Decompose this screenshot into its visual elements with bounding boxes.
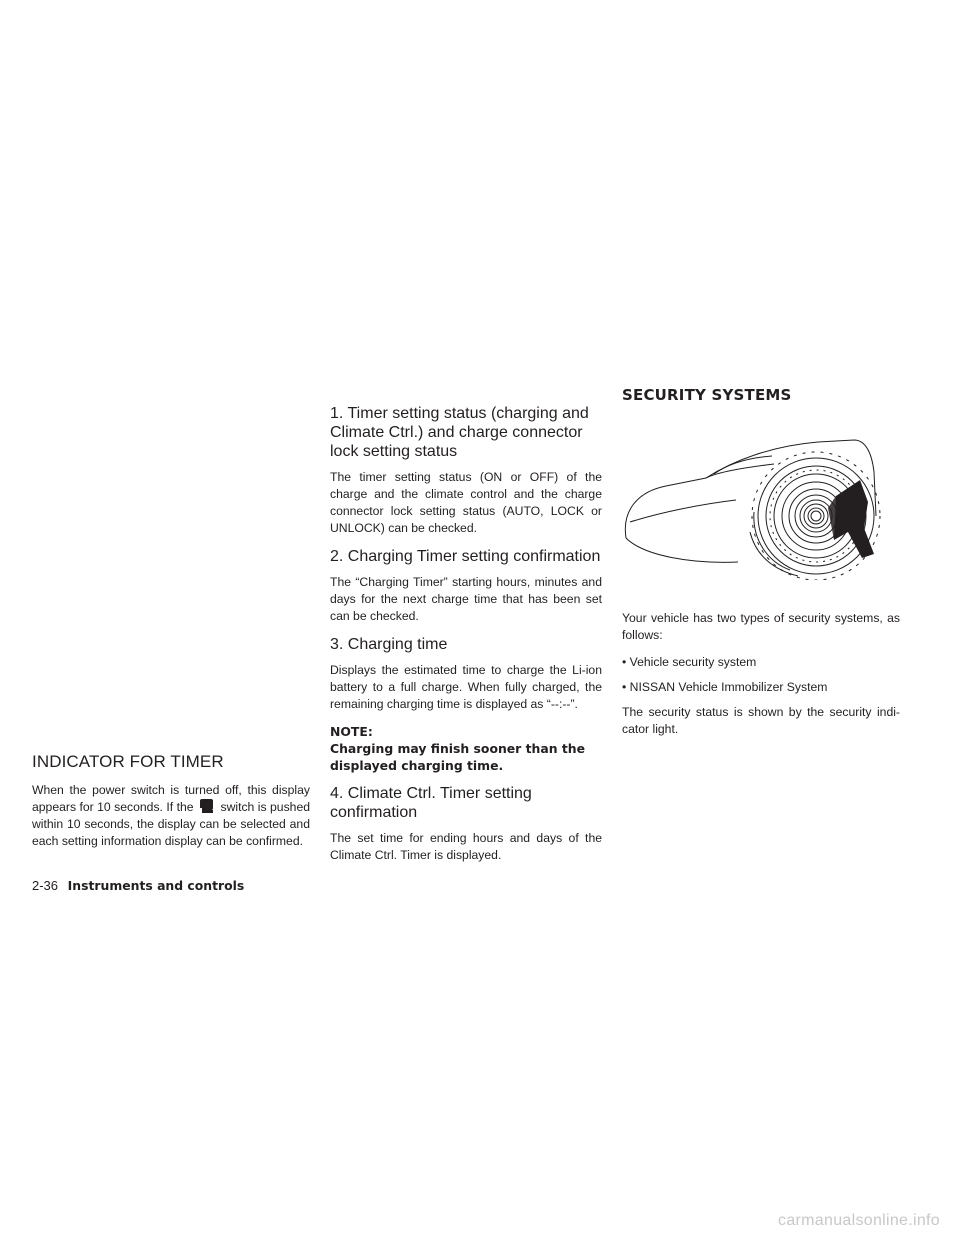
- item-1-body: The timer setting status (ON or OFF) of the charge and the climate control and the charge connector lock setting status (AUTO, LOCK or UNLOCK) can be checked.: [330, 470, 602, 535]
- security-list-item-1: • Vehicle security system: [622, 655, 757, 669]
- timer-items-column: [330, 404, 602, 874]
- item-3: [330, 635, 602, 713]
- security-title: SECURITY SYSTEMS: [622, 386, 792, 404]
- note-label: NOTE:: [330, 724, 373, 739]
- item-3-body: Displays the estimated time to charge the Li-ion battery to a full charge. When fully charged, the remaining charging time is displayed as “--:--”.: [330, 663, 602, 711]
- item-2-title: 2. Charging Timer setting confirmation: [330, 548, 601, 565]
- security-section: [622, 386, 900, 748]
- indicator-body-start: When the power switch is turned off, this display appears for 10 seconds. If the: [32, 783, 310, 814]
- indicator-body: [32, 782, 310, 850]
- item-4: [330, 784, 602, 864]
- note-block: [330, 723, 602, 774]
- item-3-title: 3. Charging time: [330, 636, 448, 653]
- item-4-body: The set time for ending hours and days of the Climate Ctrl. Timer is displayed.: [330, 831, 602, 862]
- security-status: The security status is shown by the security indi- cator light.: [622, 705, 900, 736]
- item-2: [330, 547, 602, 625]
- security-list-item-2: • NISSAN Vehicle Immobilizer System: [622, 680, 828, 694]
- indicator-body-end: switch is pushed within 10 seconds, the display can be selected and each setting information display can be confirmed.: [32, 800, 311, 848]
- item-2-body: The “Charging Timer” starting hours, minutes and days for the next charge time that has been set can be checked.: [330, 575, 602, 623]
- info-switch-icon: [199, 799, 215, 813]
- item-1-title: 1. Timer setting status (charging and Climate Ctrl.) and charge connector lock setting status: [330, 405, 589, 460]
- page-footer: [32, 878, 244, 894]
- security-intro: Your vehicle has two types of security systems, as follows:: [622, 611, 900, 642]
- chapter-name: Instruments and controls: [67, 878, 245, 893]
- indicator-section: [32, 752, 310, 860]
- item-1: [330, 404, 602, 537]
- security-illustration: [622, 420, 882, 580]
- page-number: 2-36: [32, 878, 59, 893]
- indicator-title: INDICATOR FOR TIMER: [32, 752, 224, 771]
- note-text: Charging may finish sooner than the displayed charging time.: [330, 741, 585, 773]
- watermark: carmanualsonline.info: [778, 1212, 940, 1229]
- item-4-title: 4. Climate Ctrl. Timer setting confirmation: [330, 785, 532, 821]
